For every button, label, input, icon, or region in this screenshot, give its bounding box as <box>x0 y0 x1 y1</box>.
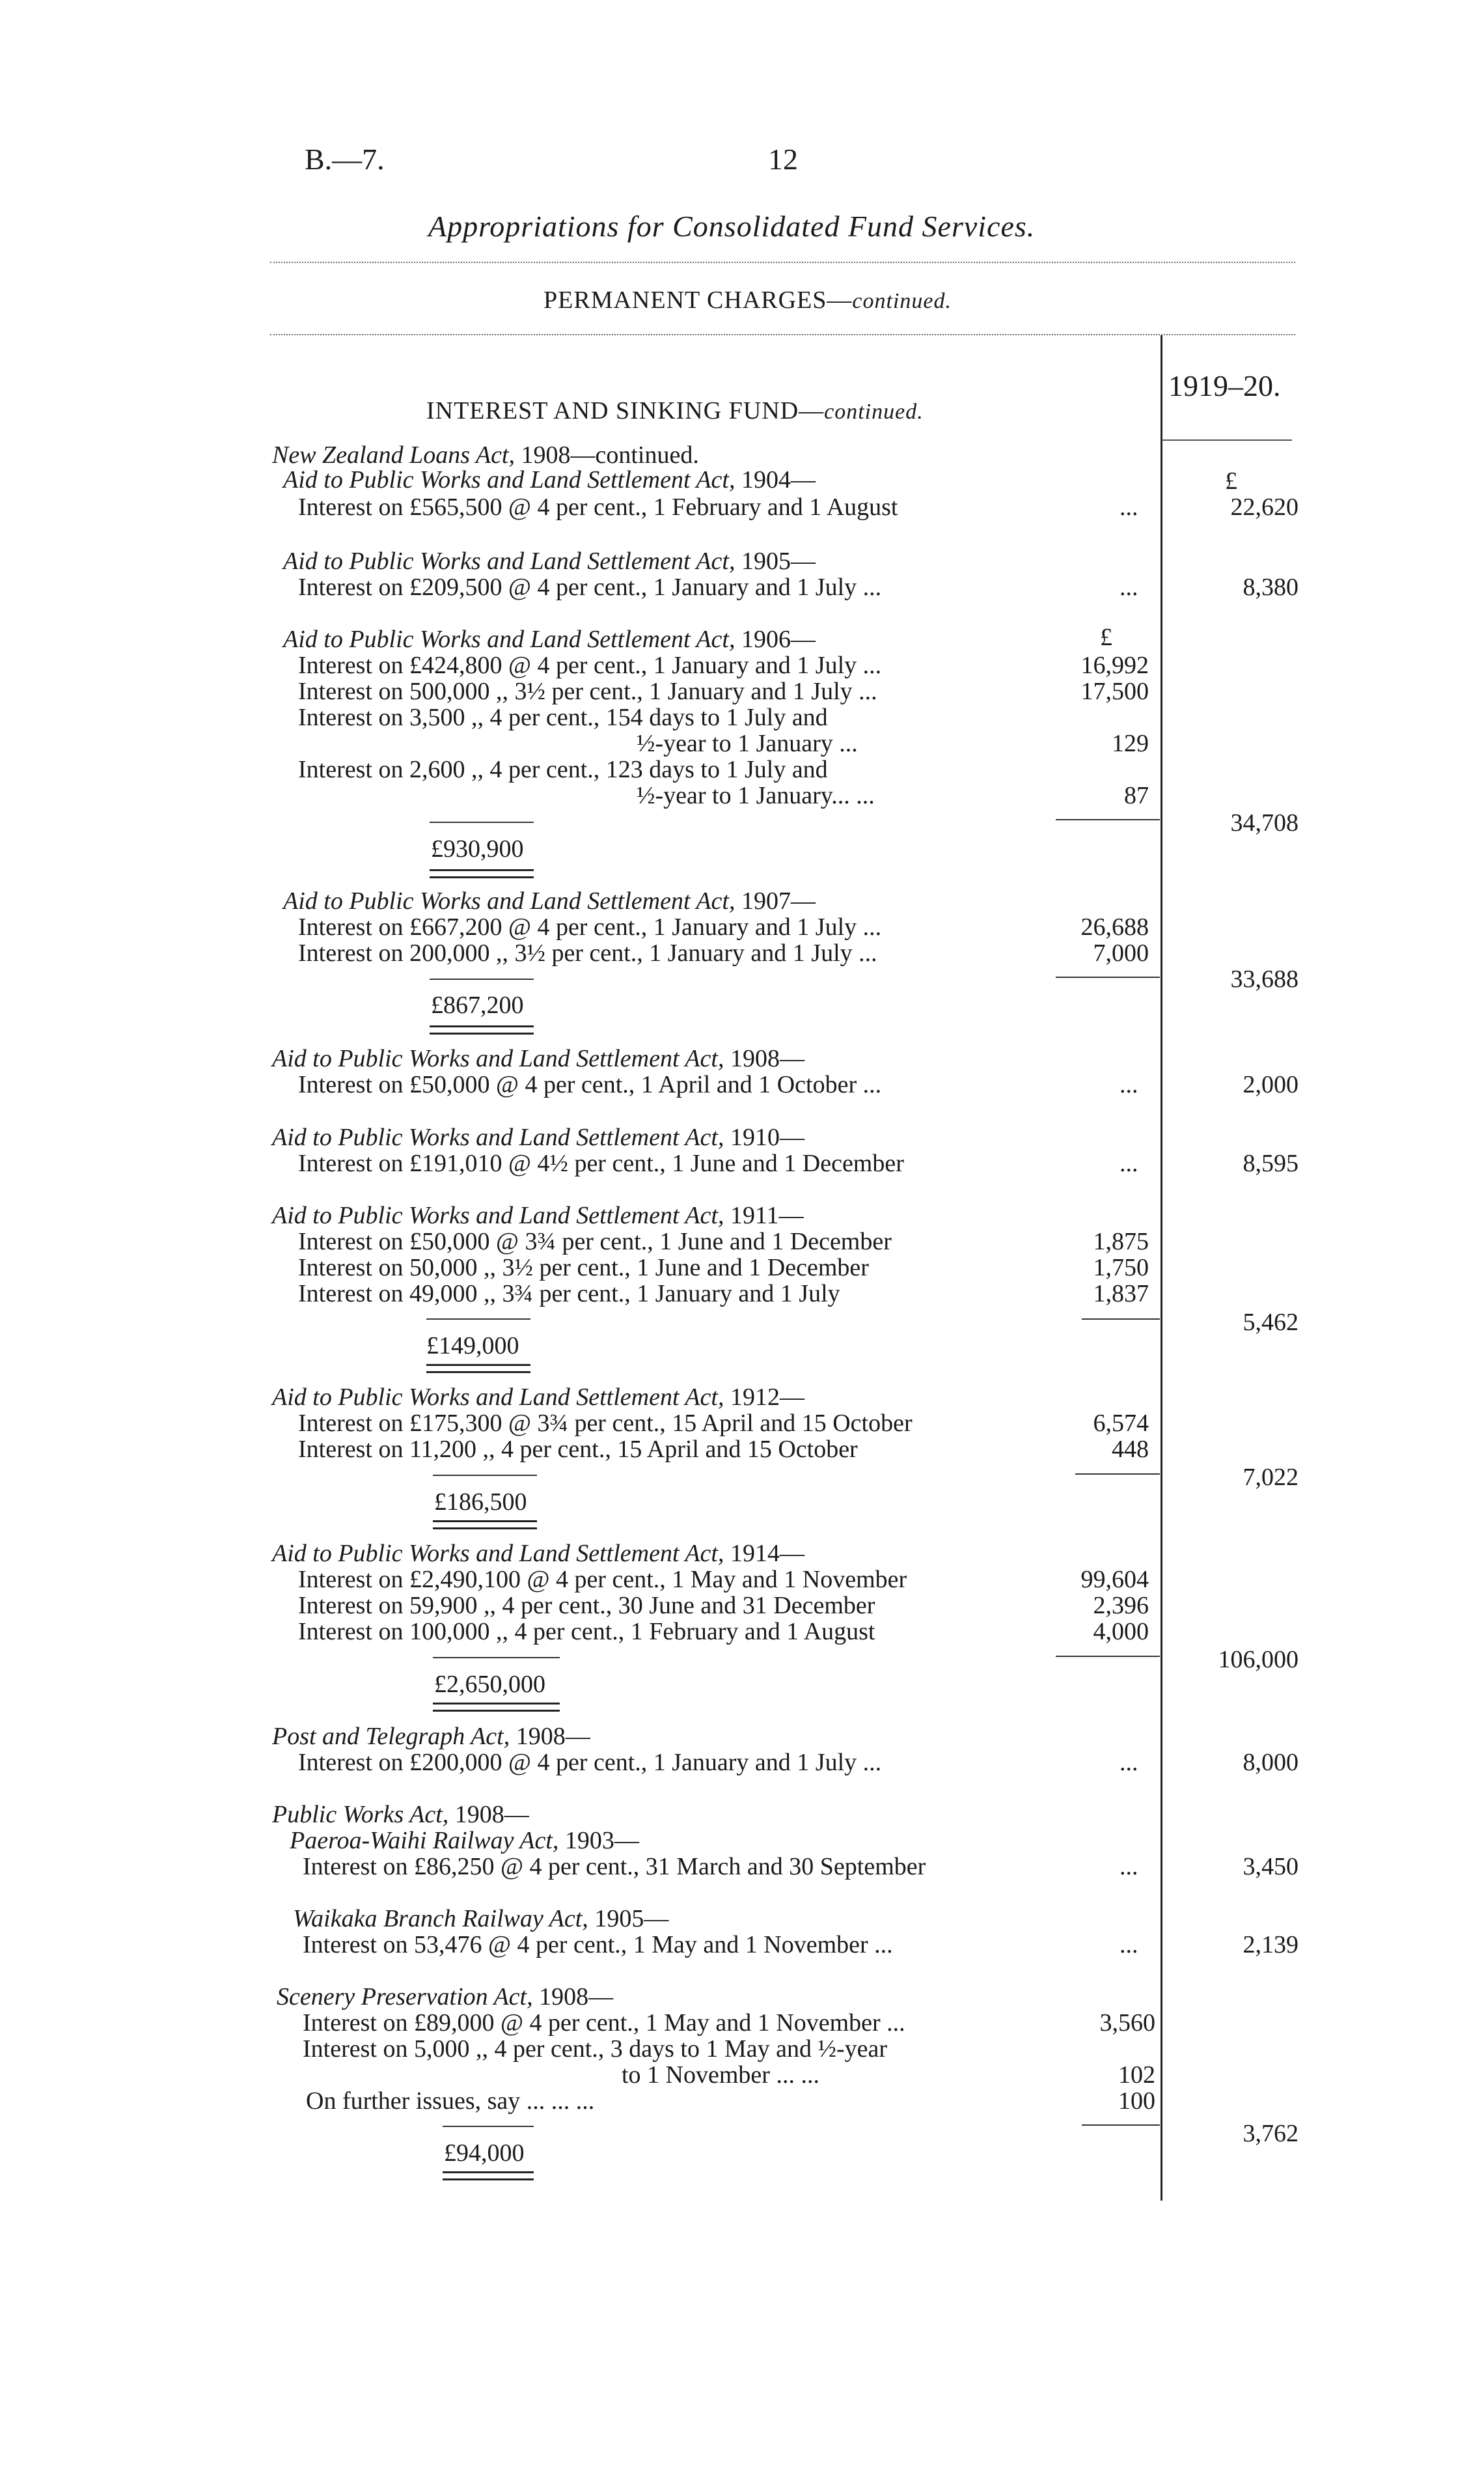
act-1914-principal-double-rule <box>433 1703 560 1712</box>
act-1904-heading: Aid to Public Works and Land Settlement Act, 1904— <box>283 466 816 494</box>
act-1911-principal-rule <box>426 1318 530 1320</box>
act-1906-principal: £930,900 <box>431 835 524 863</box>
section-continued: continued. <box>824 400 924 424</box>
subtotal-column-pound-sign: £ <box>1100 624 1112 651</box>
act-1906-line-3a: Interest on 3,500 ,, 4 per cent., 154 days to 1 July and <box>298 704 828 731</box>
scenery-line-2b: to 1 November ... ... <box>622 2061 819 2089</box>
act-1910-total: 8,595 <box>1243 1150 1298 1177</box>
waikaka-total: 2,139 <box>1243 1931 1298 1958</box>
section-subtitle <box>543 288 952 313</box>
act-1906-value-3: 129 <box>1112 730 1149 757</box>
act-1907-value-2: 7,000 <box>1093 939 1149 967</box>
act-1908-dots: ... <box>1120 1071 1138 1098</box>
act-1906-line-2: Interest on 500,000 ,, 3½ per cent., 1 January and 1 July ... <box>298 678 877 705</box>
act-1911-principal-double-rule <box>426 1364 530 1373</box>
act-1911-total: 5,462 <box>1243 1309 1298 1336</box>
year-column-header: 1919–20. <box>1168 369 1281 402</box>
act-1906-line-4a: Interest on 2,600 ,, 4 per cent., 123 days to 1 July and <box>298 756 828 783</box>
subtitle-main: PERMANENT CHARGES— <box>543 286 853 314</box>
act-1906-principal-double-rule <box>430 869 534 878</box>
act-1912-line-2: Interest on 11,200 ,, 4 per cent., 15 April and 15 October <box>298 1436 858 1463</box>
act-1906-line-3b: ½-year to 1 January ... <box>637 730 858 757</box>
post-telegraph-line: Interest on £200,000 @ 4 per cent., 1 January and 1 July ... <box>298 1749 882 1776</box>
act-1912-principal-rule <box>433 1475 537 1476</box>
act-1910-line: Interest on £191,010 @ 4½ per cent., 1 June and 1 December <box>298 1150 904 1177</box>
paeroa-heading: Paeroa-Waihi Railway Act, 1903— <box>290 1827 639 1854</box>
year-header-rule <box>1162 439 1292 441</box>
post-telegraph-dots: ... <box>1120 1749 1138 1776</box>
act-1911-value-1: 1,875 <box>1093 1228 1149 1255</box>
act-1914-value-2: 2,396 <box>1093 1592 1149 1619</box>
act-1912-total: 7,022 <box>1243 1464 1298 1491</box>
act-1911-line-3: Interest on 49,000 ,, 3¾ per cent., 1 January and 1 July <box>298 1280 840 1307</box>
document-reference: B.—7. <box>305 143 385 176</box>
scenery-total: 3,762 <box>1243 2120 1298 2147</box>
act-1906-line-1: Interest on £424,800 @ 4 per cent., 1 January and 1 July ... <box>298 652 882 679</box>
act-1904-total: 22,620 <box>1230 494 1298 521</box>
act-1914-total: 106,000 <box>1218 1646 1298 1673</box>
act-1907-principal-double-rule <box>430 1025 534 1035</box>
scenery-principal: £94,000 <box>444 2139 525 2167</box>
paeroa-total: 3,450 <box>1243 1853 1298 1880</box>
act-1914-value-3: 4,000 <box>1093 1618 1149 1645</box>
scenery-value-2: 102 <box>1118 2061 1155 2089</box>
act-1911-subtotal-rule <box>1082 1318 1160 1320</box>
scenery-value-3: 100 <box>1118 2087 1155 2115</box>
paeroa-dots: ... <box>1120 1853 1138 1880</box>
act-1906-total: 34,708 <box>1230 809 1298 837</box>
nz-loans-heading: New Zealand Loans Act, 1908—continued. <box>272 441 699 469</box>
act-1912-principal: £186,500 <box>434 1488 527 1516</box>
scenery-line-2a: Interest on 5,000 ,, 4 per cent., 3 days to 1 May and ½-year <box>303 2035 888 2063</box>
act-1911-heading: Aid to Public Works and Land Settlement Act, 1911— <box>272 1202 804 1229</box>
act-1914-principal-rule <box>433 1657 560 1658</box>
act-1907-principal-rule <box>430 979 534 980</box>
act-1906-value-1: 16,992 <box>1080 652 1149 679</box>
act-1906-heading: Aid to Public Works and Land Settlement Act, 1906— <box>283 626 816 653</box>
year-column-pound-sign: £ <box>1225 467 1237 495</box>
act-1907-line-1: Interest on £667,200 @ 4 per cent., 1 January and 1 July ... <box>298 913 882 941</box>
act-1906-value-4: 87 <box>1124 782 1149 809</box>
act-1907-value-1: 26,688 <box>1080 913 1149 941</box>
act-1912-principal-double-rule <box>433 1520 537 1529</box>
post-telegraph-total: 8,000 <box>1243 1749 1298 1776</box>
waikaka-heading: Waikaka Branch Railway Act, 1905— <box>293 1905 669 1932</box>
sub-section-heading <box>426 398 924 423</box>
act-1905-dots: ... <box>1120 574 1138 601</box>
section-main: INTEREST AND SINKING FUND— <box>426 397 825 424</box>
act-1905-heading: Aid to Public Works and Land Settlement Act, 1905— <box>283 548 816 575</box>
act-1906-subtotal-rule <box>1056 819 1160 820</box>
act-1906-value-2: 17,500 <box>1080 678 1149 705</box>
act-1911-line-1: Interest on £50,000 @ 3¾ per cent., 1 June and 1 December <box>298 1228 892 1255</box>
act-1907-principal: £867,200 <box>431 992 524 1019</box>
act-1905-total: 8,380 <box>1243 574 1298 601</box>
act-1907-line-2: Interest on 200,000 ,, 3½ per cent., 1 January and 1 July ... <box>298 939 877 967</box>
act-1907-heading: Aid to Public Works and Land Settlement Act, 1907— <box>283 887 816 915</box>
act-1907-total: 33,688 <box>1230 966 1298 993</box>
act-1912-value-2: 448 <box>1112 1436 1149 1463</box>
act-1912-line-1: Interest on £175,300 @ 3¾ per cent., 15 April and 15 October <box>298 1410 913 1437</box>
scenery-subtotal-rule <box>1082 2124 1160 2126</box>
act-1904-dots: ... <box>1120 494 1138 521</box>
scenery-value-1: 3,560 <box>1099 2009 1155 2037</box>
act-1906-line-4b: ½-year to 1 January... ... <box>637 782 875 809</box>
waikaka-dots: ... <box>1120 1931 1138 1958</box>
scenery-principal-double-rule <box>443 2171 534 2180</box>
waikaka-line: Interest on 53,476 @ 4 per cent., 1 May and 1 November ... <box>303 1931 893 1958</box>
act-1907-subtotal-rule <box>1056 977 1160 978</box>
act-1914-line-3: Interest on 100,000 ,, 4 per cent., 1 February and 1 August <box>298 1618 875 1645</box>
act-1914-value-1: 99,604 <box>1080 1566 1149 1593</box>
scenery-line-3: On further issues, say ... ... ... <box>306 2087 595 2115</box>
post-telegraph-heading: Post and Telegraph Act, 1908— <box>272 1723 590 1750</box>
subtitle-continued: continued. <box>852 289 952 313</box>
act-1911-principal: £149,000 <box>426 1332 519 1359</box>
act-1914-heading: Aid to Public Works and Land Settlement Act, 1914— <box>272 1540 804 1567</box>
act-1914-principal: £2,650,000 <box>434 1671 545 1698</box>
act-1912-heading: Aid to Public Works and Land Settlement Act, 1912— <box>272 1384 804 1411</box>
act-1914-subtotal-rule <box>1056 1656 1160 1657</box>
act-1908-total: 2,000 <box>1243 1071 1298 1098</box>
public-works-heading: Public Works Act, 1908— <box>272 1801 529 1828</box>
act-1914-line-2: Interest on 59,900 ,, 4 per cent., 30 June and 31 December <box>298 1592 875 1619</box>
act-1911-value-2: 1,750 <box>1093 1254 1149 1281</box>
act-1910-dots: ... <box>1120 1150 1138 1177</box>
scenery-heading: Scenery Preservation Act, 1908— <box>277 1983 614 2010</box>
act-1912-value-1: 6,574 <box>1093 1410 1149 1437</box>
scenery-line-1: Interest on £89,000 @ 4 per cent., 1 May and 1 November ... <box>303 2009 905 2037</box>
header-divider <box>270 262 1295 263</box>
act-1908-heading: Aid to Public Works and Land Settlement Act, 1908— <box>272 1045 804 1072</box>
paeroa-line: Interest on £86,250 @ 4 per cent., 31 March and 30 September <box>303 1853 926 1880</box>
act-1911-value-3: 1,837 <box>1093 1280 1149 1307</box>
act-1904-line: Interest on £565,500 @ 4 per cent., 1 February and 1 August <box>298 494 898 521</box>
act-1910-heading: Aid to Public Works and Land Settlement Act, 1910— <box>272 1124 804 1151</box>
act-1914-line-1: Interest on £2,490,100 @ 4 per cent., 1 May and 1 November <box>298 1566 907 1593</box>
scenery-principal-rule <box>443 2126 534 2127</box>
page-title: Appropriations for Consolidated Fund Services. <box>428 210 1036 243</box>
subtitle-divider <box>270 334 1295 335</box>
act-1905-line: Interest on £209,500 @ 4 per cent., 1 January and 1 July ... <box>298 574 882 601</box>
act-1908-line: Interest on £50,000 @ 4 per cent., 1 April and 1 October ... <box>298 1071 882 1098</box>
act-1911-line-2: Interest on 50,000 ,, 3½ per cent., 1 June and 1 December <box>298 1254 869 1281</box>
column-divider <box>1161 335 1162 2201</box>
act-1912-subtotal-rule <box>1075 1473 1160 1475</box>
act-1906-principal-rule <box>430 822 534 823</box>
page-number: 12 <box>768 143 798 176</box>
